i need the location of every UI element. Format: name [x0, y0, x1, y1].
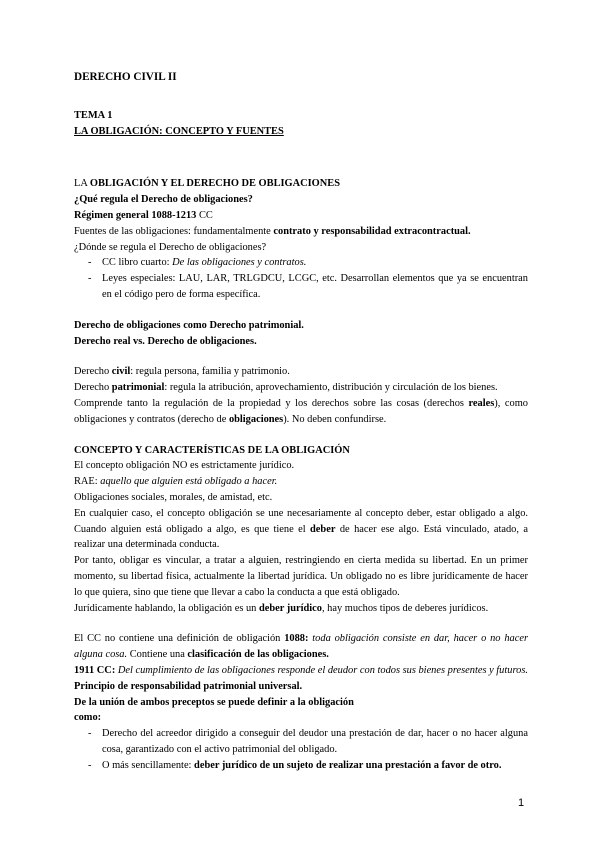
obligaciones-sociales-line: Obligaciones sociales, morales, de amistad, etc. [74, 491, 273, 503]
derecho-civil-line: Derecho civil: regula persona, familia y patrimonio. [74, 366, 290, 378]
fuentes-line: Fuentes de las obligaciones: fundamentalmente contrato y responsabilidad extracontractual. [74, 225, 471, 237]
juridicamente-paragraph: Jurídicamente hablando, la obligación es un deber jurídico, hay muchos tipos de deberes jurídicos. [74, 602, 489, 614]
rae-line: RAE: aquello que alguien está obligado a hacer. [74, 476, 278, 488]
list-item: - O más sencillamente: deber jurídico de un sujeto de realizar una prestación a favor de otro. [88, 759, 502, 771]
question-donde: ¿Dónde se regula el Derecho de obligaciones? [74, 241, 267, 253]
section-obligacion-title: LA OBLIGACIÓN Y EL DERECHO DE OBLIGACIONES [74, 178, 340, 190]
tema-title: LA OBLIGACIÓN: CONCEPTO Y FUENTES [74, 125, 284, 137]
question-regula: ¿Qué regula el Derecho de obligaciones? [74, 194, 253, 206]
cc-1911-paragraph: 1911 CC: Del cumplimiento de las obligaciones responde el deudor con todos sus bienes presentes y futuros. [74, 664, 528, 676]
concepto-line: El concepto obligación NO es estrictamente jurídico. [74, 460, 295, 472]
cc-1088-paragraph: El CC no contiene una definición de obligación 1088: toda obligación consiste en dar, hacer o no hacer alguna cosa. Contiene una clasificación de las obligaciones. [74, 633, 528, 661]
document-page [74, 70, 528, 773]
tema-number: TEMA 1 [74, 109, 113, 121]
course-title: DERECHO CIVIL II [74, 71, 177, 83]
donde-list [74, 255, 528, 302]
derecho-patrimonial-line: Derecho patrimonial: regula la atribución, aprovechamiento, distribución y circulación de los bienes. [74, 382, 498, 394]
list-item: - Leyes especiales: LAU, LAR, TRLGDCU, LCGC, etc. Desarrollan elementos que ya se encuentran en el código pero de forma específica. [88, 273, 528, 300]
obligar-paragraph: Por tanto, obligar es vincular, a tratar a alguien, restringiendo en cierta medida su libertad. En un primer momento, su libertad física, actualmente la libertad jurídica. Un obligado no es libre jurídicamente de hacer lo que quiera, sino que tiene que llevar a cabo la conducta a que está obligado. [74, 555, 528, 598]
deber-paragraph: En cualquier caso, el concepto obligación se une necesariamente al concepto deber, estar obligado a algo. Cuando alguien está obligado a algo, es que tiene el deber de hacer ese algo. Está vinculado, atado, a realizar una determinada conducta. [74, 507, 528, 551]
derecho-real-heading: Derecho real vs. Derecho de obligaciones. [74, 335, 257, 347]
definicion-list [74, 726, 528, 773]
principio-line: Principio de responsabilidad patrimonial universal. [74, 680, 303, 692]
derecho-patrimonial-heading: Derecho de obligaciones como Derecho patrimonial. [74, 319, 304, 331]
como-line: como: [74, 712, 102, 724]
union-line: De la unión de ambos preceptos se puede definir a la obligación [74, 696, 354, 708]
concepto-heading: CONCEPTO Y CARACTERÍSTICAS DE LA OBLIGACIÓN [74, 444, 350, 456]
page-number: 1 [518, 797, 525, 809]
regimen-general: Régimen general 1088-1213 CC [74, 209, 213, 221]
list-item: - CC libro cuarto: De las obligaciones y contratos. [88, 257, 307, 269]
list-item: - Derecho del acreedor dirigido a conseguir del deudor una prestación de dar, hacer o no hacer alguna cosa, garantizado con el activo patrimonial del obligado. [88, 728, 528, 755]
comprende-paragraph: Comprende tanto la regulación de la propiedad y los derechos sobre las cosas (derechos reales), como obligaciones y contratos (derecho de obligaciones). No deben confundirse. [74, 397, 528, 425]
